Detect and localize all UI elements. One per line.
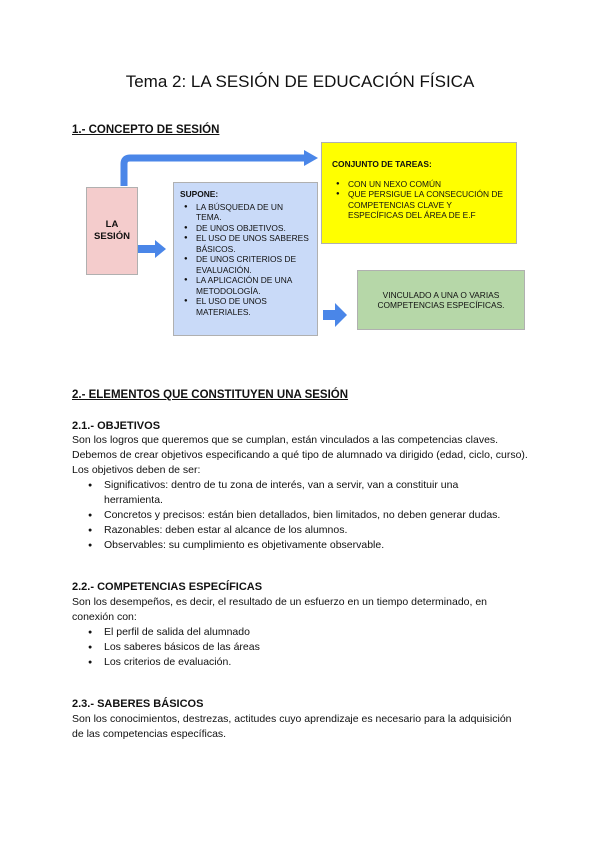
arrow-to-vinculado xyxy=(323,310,337,320)
competencias-item: ● Los criterios de evaluación. xyxy=(82,655,522,670)
saberes-heading: 2.3.- SABERES BÁSICOS xyxy=(72,698,204,710)
objetivos-item: ● Observables: su cumplimiento es objetivamente observable. xyxy=(82,538,522,553)
sesion-box xyxy=(86,187,138,275)
objetivos-item: ● Concretos y precisos: están bien detallados, bien limitados, no deben generar dudas. xyxy=(82,508,522,523)
supone-box xyxy=(173,182,318,336)
competencias-heading: 2.2.- COMPETENCIAS ESPECÍFICAS xyxy=(72,581,263,593)
objetivos-item: ● Razonables: deben estar al alcance de los alumnos. xyxy=(82,523,522,538)
arrow-to-supone-head xyxy=(155,240,166,258)
tareas-item: ● CON UN NEXO COMÚN xyxy=(332,179,508,190)
supone-item: ● DE UNOS CRITERIOS DE EVALUACIÓN. xyxy=(180,254,309,275)
supone-item: ● EL USO DE UNOS MATERIALES. xyxy=(180,296,309,317)
objetivos-heading: 2.1.- OBJETIVOS xyxy=(72,420,161,432)
saberes-text: Son los conocimientos, destrezas, actitudes cuyo aprendizaje es necesario para la adquisición de las competencias específicas. xyxy=(72,713,512,740)
sesion-box-label: LA SESIÓN xyxy=(94,219,130,242)
page-title: Tema 2: LA SESIÓN DE EDUCACIÓN FÍSICA xyxy=(125,72,475,91)
session-concept-diagram xyxy=(0,140,600,340)
objetivos-list xyxy=(82,478,522,553)
supone-item: ● LA BÚSQUEDA DE UN TEMA. xyxy=(180,202,309,223)
competencias-list xyxy=(82,625,522,670)
tareas-box xyxy=(321,142,517,244)
arrow-to-tareas-head xyxy=(304,150,318,166)
objetivos-text: Son los logros que queremos que se cumplan, están vinculados a las competencias claves. Debemos de crear objetivos especificando a qué tipo de alumnado va dirigido (edad, ciclo, curso). Los objetivos deben de ser: xyxy=(72,434,528,476)
supone-list xyxy=(180,202,309,318)
tareas-list xyxy=(332,179,508,221)
tareas-item: ● QUE PERSIGUE LA CONSECUCIÓN DE COMPETENCIAS CLAVE Y ESPECÍFICAS DEL ÁREA DE E.F xyxy=(332,189,508,221)
section1-heading: 1.- CONCEPTO DE SESIÓN xyxy=(72,124,220,136)
supone-item: ● EL USO DE UNOS SABERES BÁSICOS. xyxy=(180,233,309,254)
arrow-to-vinculado-head xyxy=(335,303,347,327)
supone-item: ● LA APLICACIÓN DE UNA METODOLOGÍA. xyxy=(180,275,309,296)
supone-item: ● DE UNOS OBJETIVOS. xyxy=(180,223,309,234)
competencias-item: ● El perfil de salida del alumnado xyxy=(82,625,522,640)
tareas-title: CONJUNTO DE TAREAS: xyxy=(332,159,432,169)
competencias-item: ● Los saberes básicos de las áreas xyxy=(82,640,522,655)
competencias-text: Son los desempeños, es decir, el resultado de un esfuerzo en un tiempo determinado, en conexión con: xyxy=(72,596,488,623)
supone-title: SUPONE: xyxy=(180,189,219,199)
section2-heading: 2.- ELEMENTOS QUE CONSTITUYEN UNA SESIÓN xyxy=(72,389,349,401)
arrow-to-supone xyxy=(138,245,156,253)
vinculado-box xyxy=(357,270,525,330)
objetivos-item: ● Significativos: dentro de tu zona de interés, van a servir, van a constituir una herramienta. xyxy=(82,478,522,508)
vinculado-label: VINCULADO A UNA O VARIAS COMPETENCIAS ESPECÍFICAS. xyxy=(377,289,505,310)
